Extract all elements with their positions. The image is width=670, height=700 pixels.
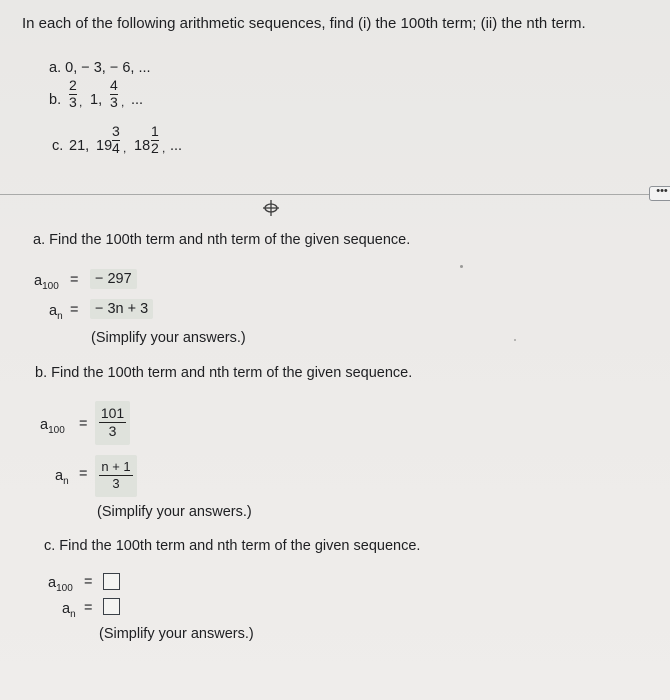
sequence-c-term2-fraction [112, 124, 120, 156]
fraction-numerator: 1 [151, 123, 159, 139]
part-c-an-label: $a_n$ [62, 601, 76, 620]
move-handle-icon[interactable] [262, 199, 280, 217]
part-a-a100-label: $a_{100}$ [34, 273, 59, 292]
fraction-numerator: 101 [100, 405, 125, 421]
fraction-denominator: 3 [110, 94, 118, 110]
sequence-a-label: a. [49, 60, 62, 76]
part-b-note: (Simplify your answers.) [97, 504, 252, 520]
sequence-c-term1: 21, [69, 138, 90, 154]
part-b-instruction: b. Find the 100th term and nth term of the given sequence. [35, 365, 413, 381]
screen-speck [460, 265, 463, 268]
part-c-instruction: c. Find the 100th term and nth term of the given sequence. [44, 538, 421, 554]
sequence-a-terms: 0, − 3, − 6, ... [65, 60, 151, 76]
sequence-b-term3 [110, 78, 118, 110]
fraction-numerator: 2 [69, 77, 77, 93]
fraction-denominator: 3 [108, 423, 117, 439]
sequence-b-term2: 1, [90, 92, 103, 108]
sequence-b-label: b. [49, 92, 62, 108]
part-a-note: (Simplify your answers.) [91, 330, 246, 346]
sequence-c-term2-whole: 19 [96, 138, 113, 154]
sequence-c-label: c. [52, 138, 64, 154]
part-b-an-label: $a_n$ [55, 468, 69, 487]
sequence-c-term3-whole: 18 [134, 138, 151, 154]
part-a-a100-answer[interactable]: − 297 [90, 269, 137, 289]
part-c-an-input[interactable] [103, 598, 120, 615]
fraction-denominator: 4 [112, 140, 120, 156]
fraction-numerator: 3 [112, 123, 120, 139]
sequence-c-term3-fraction [151, 124, 159, 156]
equals-sign: = [84, 600, 93, 616]
question-prompt: In each of the following arithmetic sequences, find (i) the 100th term; (ii) the nth term. [22, 15, 586, 32]
fraction-denominator: 3 [112, 476, 120, 491]
part-c-note: (Simplify your answers.) [99, 626, 254, 642]
sequence-c-ellipsis: ... [170, 138, 183, 154]
fraction-denominator: 3 [69, 94, 77, 110]
part-c-a100-input[interactable] [103, 573, 120, 590]
equals-sign: = [70, 302, 79, 318]
part-b-a100-answer[interactable] [95, 401, 130, 445]
screen-speck [514, 339, 516, 341]
more-options-button[interactable]: ••• [649, 186, 670, 201]
equals-sign: = [79, 466, 88, 482]
fraction-numerator: 4 [110, 77, 118, 93]
fraction-numerator: n + 1 [101, 459, 131, 474]
fraction-denominator: 2 [151, 140, 159, 156]
part-c-a100-label: $a_{100}$ [48, 575, 73, 594]
part-a-an-label: $a_n$ [49, 303, 63, 322]
part-a-instruction: a. Find the 100th term and nth term of the given sequence. [33, 232, 411, 248]
equals-sign: = [70, 272, 79, 288]
sequence-a [49, 60, 151, 76]
sequence-b-term1 [69, 78, 77, 110]
equals-sign: = [84, 574, 93, 590]
section-divider [0, 194, 652, 195]
part-b-a100-label: $a_{100}$ [40, 417, 65, 436]
sequence-b-ellipsis: ... [131, 92, 144, 108]
equals-sign: = [79, 416, 88, 432]
part-b-an-answer[interactable] [95, 455, 137, 497]
part-a-an-answer[interactable]: − 3n + 3 [90, 299, 153, 319]
